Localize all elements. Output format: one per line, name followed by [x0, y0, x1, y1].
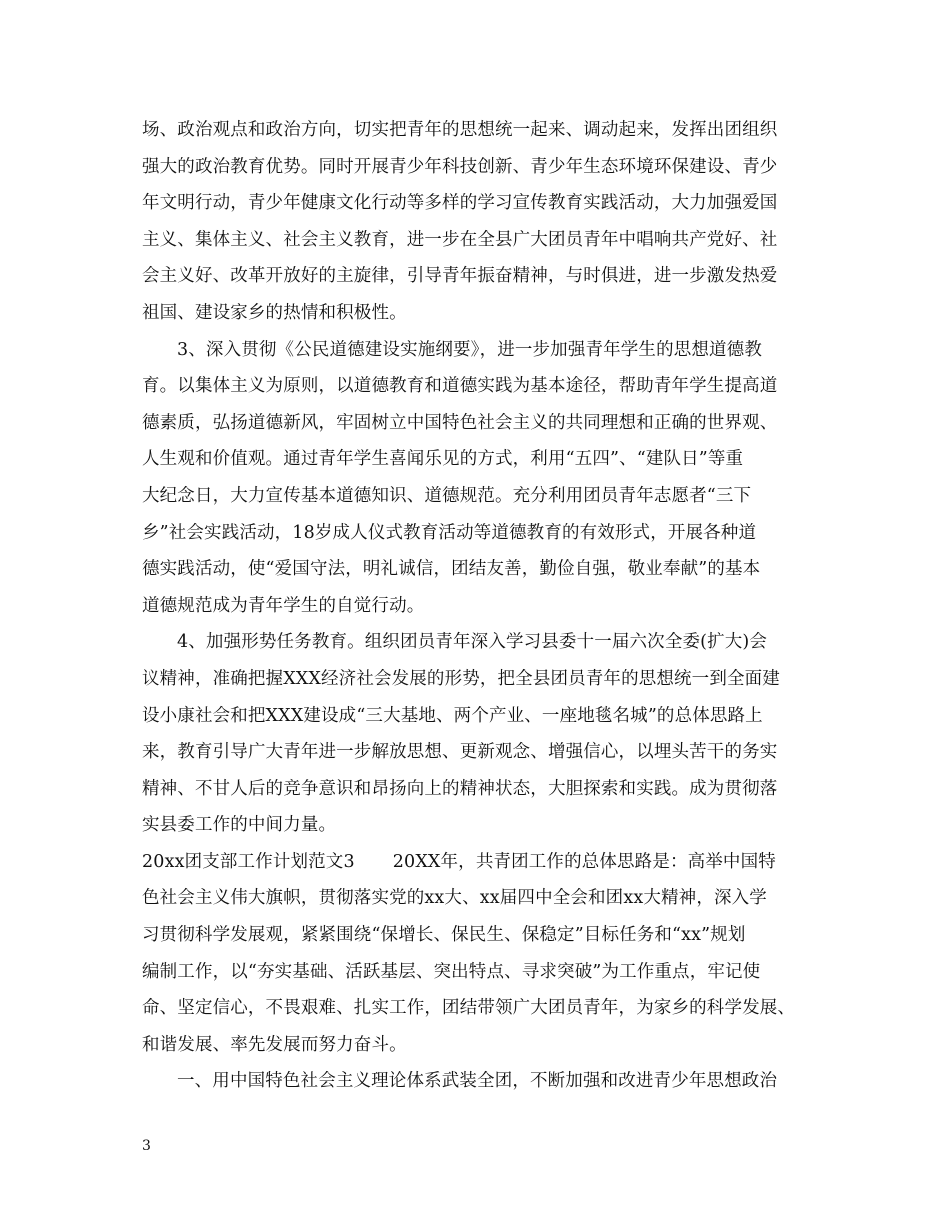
- document-body: [142, 112, 822, 1100]
- text-line: 编制工作，以“夯实基础、活跃基层、突出特点、寻求突破”为工作重点，牢记使: [142, 961, 761, 982]
- section-first-line: 20XX年，共青团工作的总体思路是：高举中国特: [392, 851, 776, 872]
- paragraph-start-line: 3、深入贯彻《公民道德建设实施纲要》，进一步加强青年学生的思想道德教: [177, 339, 762, 360]
- text-line: 人生观和价值观。通过青年学生喜闻乐见的方式，利用“五四”、“建队日”等重: [142, 449, 744, 470]
- section-heading: 20xx团支部工作计划范文3: [142, 851, 355, 872]
- text-line: 设小康社会和把XXX建设成“三大基地、两个产业、一座地毯名城”的总体思路上: [142, 705, 763, 726]
- text-line: 会主义好、改革开放好的主旋律，引导青年振奋精神，与时俱进，进一步激发热爱: [142, 266, 778, 287]
- text-line: 育。以集体主义为原则，以道德教育和道德实践为基本途径，帮助青年学生提高道: [142, 376, 778, 397]
- text-line: 乡”社会实践活动，18岁成人仪式教育活动等道德教育的有效形式，开展各种道: [142, 522, 757, 543]
- text-line: 年文明行动，青少年健康文化行动等多样的学习宣传教育实践活动，大力加强爱国: [142, 193, 778, 214]
- text-line: 大纪念日，大力宣传基本道德知识、道德规范。充分利用团员青年志愿者“三下: [142, 485, 752, 506]
- text-line: 来，教育引导广大青年进一步解放思想、更新观念、增强信心，以埋头苦干的务实: [142, 742, 778, 763]
- paragraph-start-line: 4、加强形势任务教育。组织团员青年深入学习县委十一届六次全委(扩大)会: [177, 632, 768, 653]
- text-line: 和谐发展、率先发展而努力奋斗。: [142, 1034, 407, 1055]
- text-line: 主义、集体主义、社会主义教育，进一步在全县广大团员青年中唱响共产党好、社: [142, 229, 778, 250]
- paragraph-start-line: 一、用中国特色社会主义理论体系武装全团，不断加强和改进青少年思想政治: [177, 1071, 778, 1092]
- text-line: 场、政治观点和政治方向，切实把青年的思想统一起来、调动起来，发挥出团组织: [142, 120, 778, 140]
- page-number: 3: [142, 1138, 151, 1154]
- text-line: 实县委工作的中间力量。: [142, 815, 337, 836]
- text-line: 强大的政治教育优势。同时开展青少年科技创新、青少年生态环境环保建设、青少: [142, 156, 778, 177]
- text-line: 命、坚定信心，不畏艰难、扎实工作，团结带领广大团员青年，为家乡的科学发展、: [142, 998, 796, 1019]
- text-line: 议精神，准确把握XXX经济社会发展的形势，把全县团员青年的思想统一到全面建: [142, 668, 780, 689]
- text-line: 德素质，弘扬道德新风，牢固树立中国特色社会主义的共同理想和正确的世界观、: [142, 412, 778, 433]
- text-line: 色社会主义伟大旗帜，贯彻落实党的xx大、xx届四中全会和团xx大精神，深入学: [142, 888, 767, 909]
- text-line: 习贯彻科学发展观，紧紧围绕“保增长、保民生、保稳定”目标任务和“xx”规划: [142, 925, 746, 946]
- text-line: 精神、不甘人后的竞争意识和昂扬向上的精神状态，大胆探索和实践。成为贯彻落: [142, 778, 778, 799]
- section-heading-line: [142, 844, 822, 881]
- text-line: 道德规范成为青年学生的自觉行动。: [142, 595, 425, 616]
- text-line: 祖国、建设家乡的热情和积极性。: [142, 302, 407, 323]
- text-line: 德实践活动，使“爱国守法，明礼诚信，团结友善，勤俭自强，敬业奉献”的基本: [142, 559, 761, 580]
